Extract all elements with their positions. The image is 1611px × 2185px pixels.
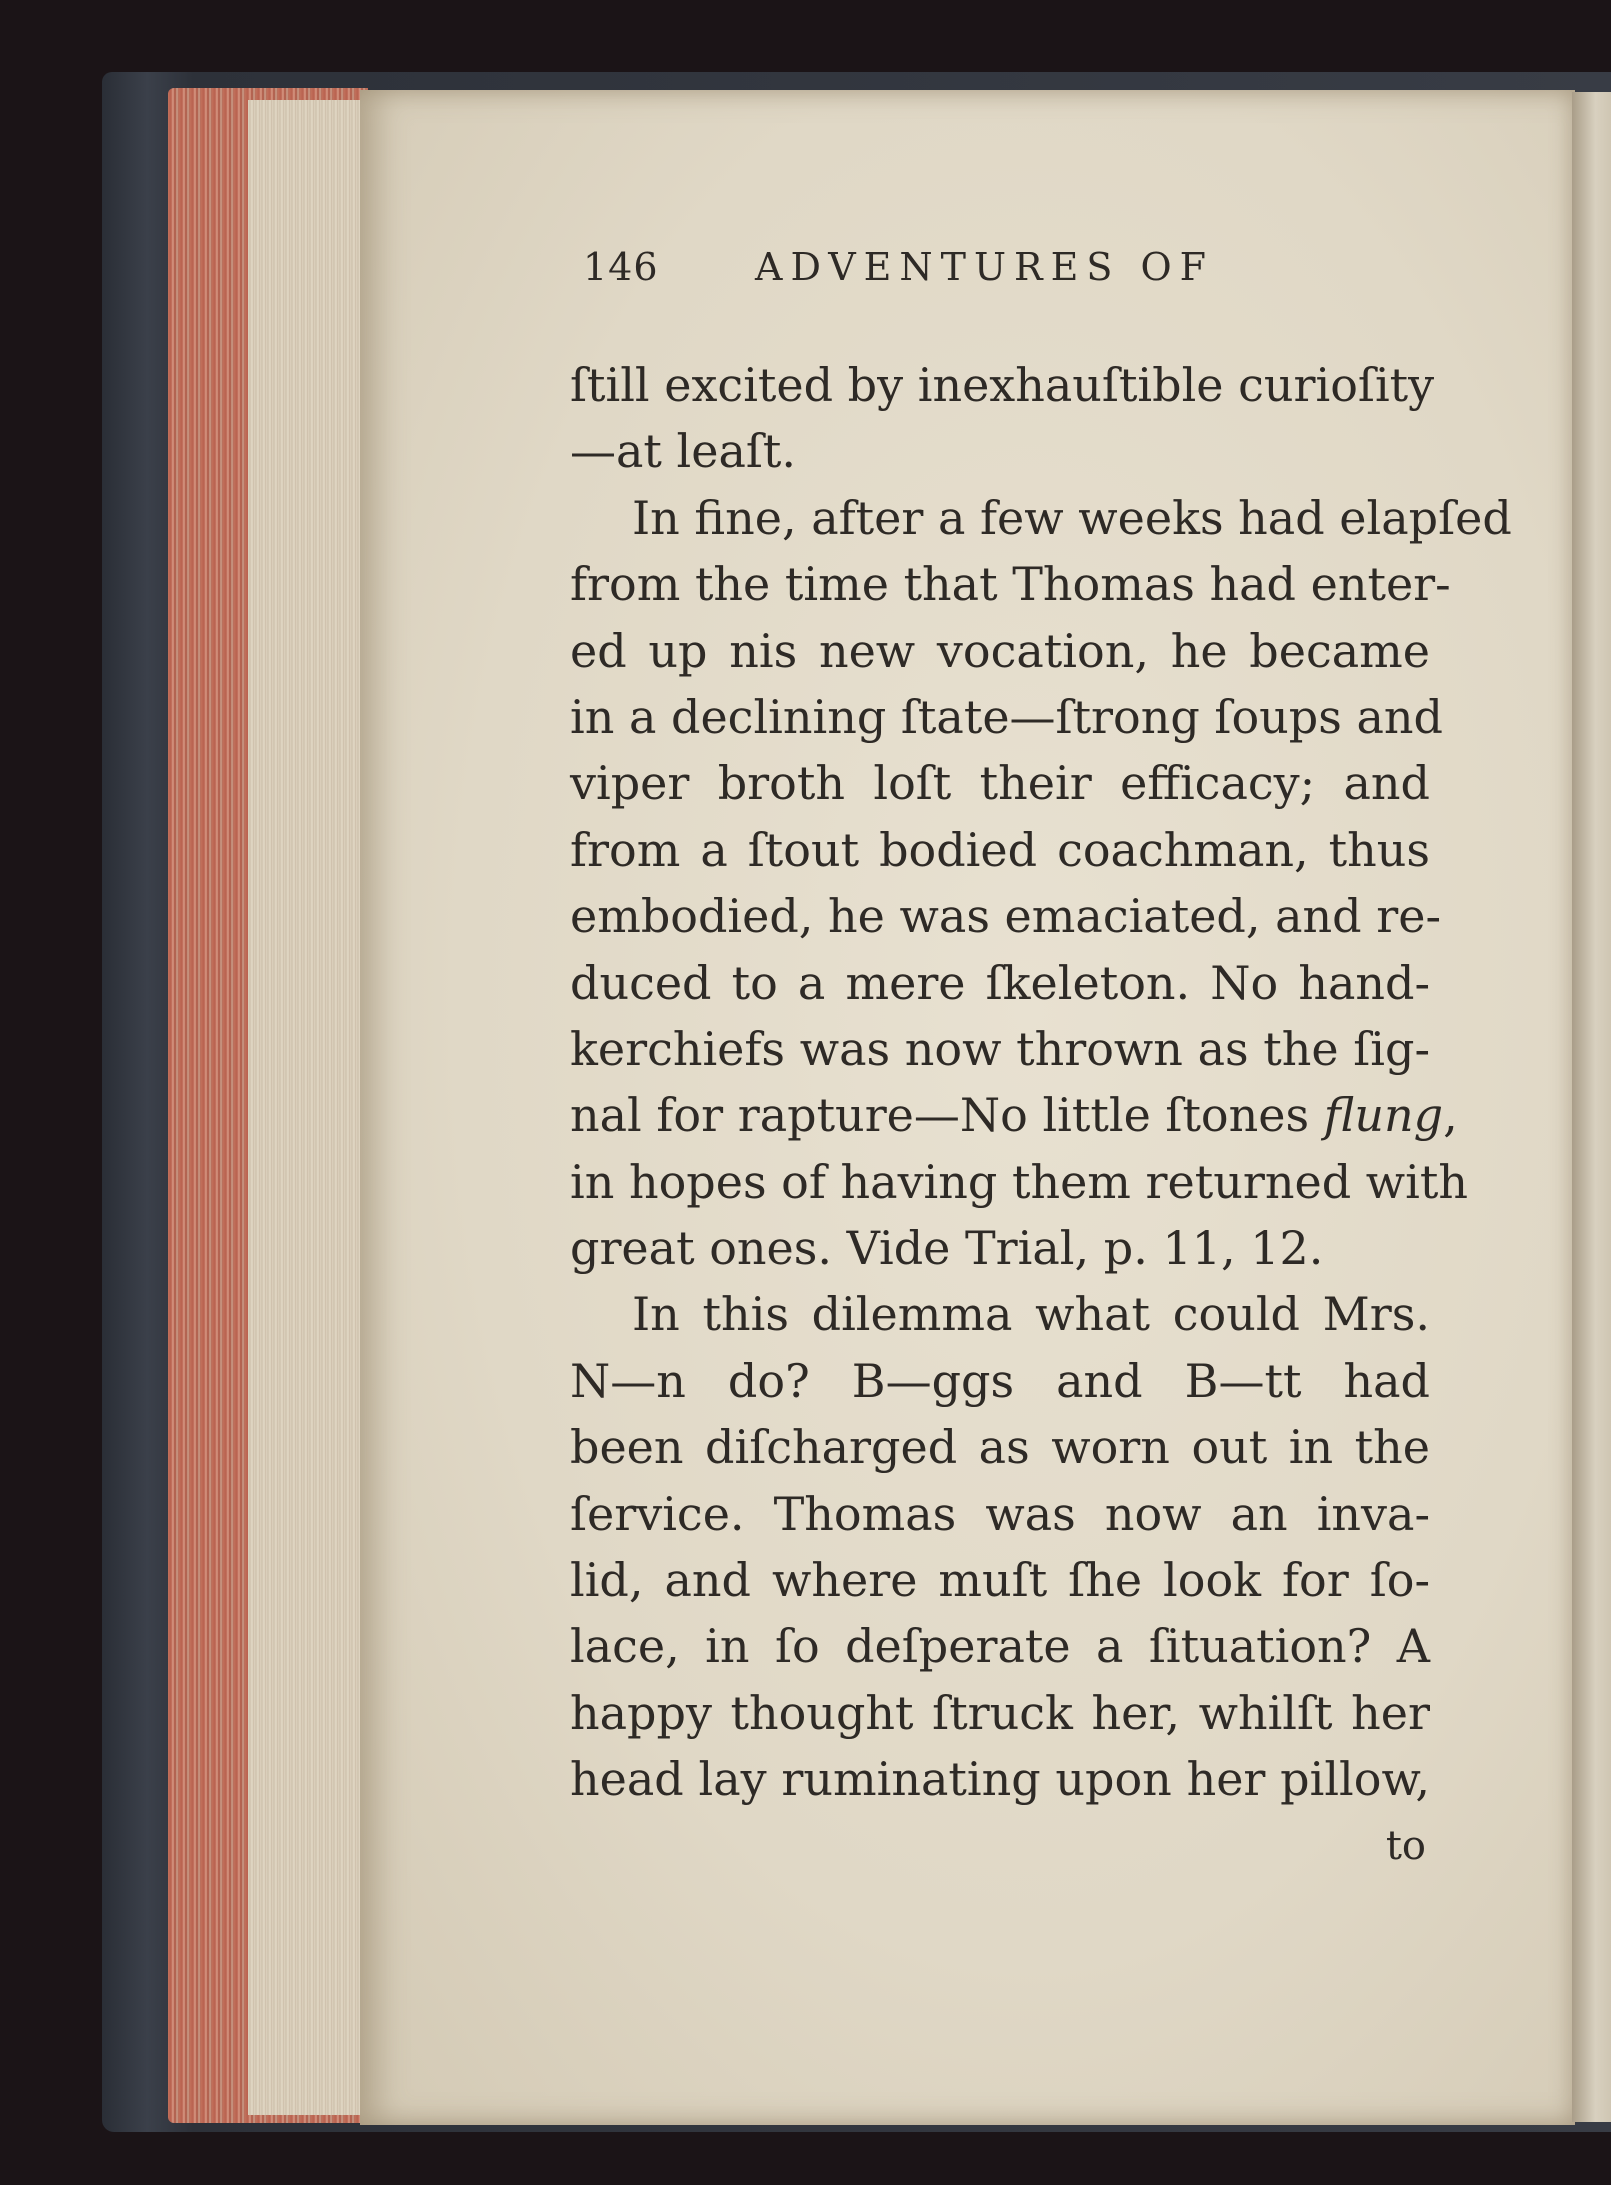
facing-page-edge [1572, 92, 1611, 2122]
text-line: kerchiefs was now thrown as the ſig- [570, 1021, 1430, 1076]
text-line: In this dilemma what could Mrs. [632, 1287, 1430, 1342]
text-line: N—n do? B—ggs and B—tt had [570, 1353, 1430, 1408]
text-line: —at leaſt. [570, 424, 797, 479]
text-line: ed up nis new vocation, he became [570, 623, 1430, 678]
body-text [570, 352, 1512, 1879]
text-segment: nal for rapture—No little ſtones [570, 1088, 1324, 1143]
text-line: embodied, he was emaciated, and re- [570, 889, 1441, 944]
text-line: happy thought ſtruck her, whilſt her [570, 1685, 1430, 1740]
running-head-title: ADVENTURES OF [755, 245, 1215, 289]
text-line: viper broth loſt their efficacy; and [570, 756, 1430, 811]
page-block-edges [248, 100, 368, 2115]
text-line: from a ſtout bodied coachman, thus [570, 822, 1430, 877]
catchword: to [1385, 1822, 1426, 1869]
text-line: head lay ruminating upon her pillow, [570, 1752, 1430, 1807]
text-line: duced to a mere ſkeleton. No hand- [570, 955, 1430, 1010]
text-line: in a declining ſtate—ſtrong ſoups and [570, 689, 1443, 744]
text-segment: , [1443, 1088, 1458, 1143]
text-line: In fine, after a few weeks had elapſed [632, 490, 1512, 545]
text-line: ſervice. Thomas was now an inva- [570, 1486, 1430, 1541]
page-number: 146 [583, 245, 659, 289]
text-line: from the time that Thomas had enter- [570, 557, 1451, 612]
text-line: in hopes of having them returned with [570, 1154, 1468, 1209]
text-line: lid, and where muſt ſhe look for ſo- [570, 1553, 1430, 1608]
italic-word: flung [1323, 1088, 1444, 1143]
text-line: lace, in ſo deſperate a ſituation? A [570, 1619, 1430, 1674]
text-line-with-italic [570, 1082, 1458, 1148]
running-head [0, 245, 1611, 305]
text-line: great ones. Vide Trial, p. 11, 12. [570, 1221, 1324, 1276]
text-line: ſtill excited by inexhauſtible curioſity [570, 358, 1435, 412]
text-line: been diſcharged as worn out in the [570, 1420, 1430, 1475]
